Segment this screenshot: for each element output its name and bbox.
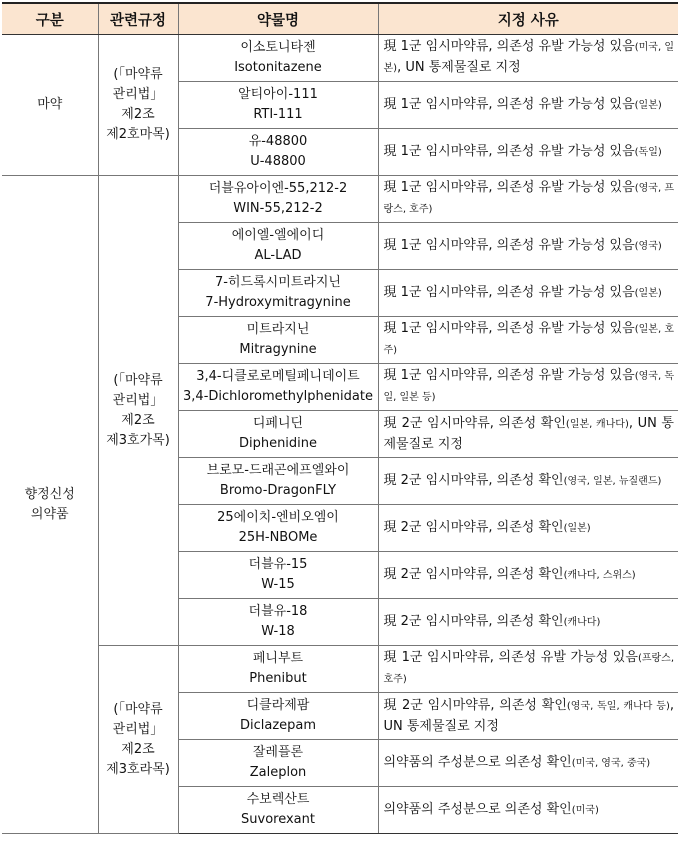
reason-countries: (미국) bbox=[571, 804, 599, 816]
regulation-line: 관리법」 bbox=[112, 392, 164, 408]
drug-name-english: W-15 bbox=[261, 577, 295, 592]
drug-name-english: Bromo-DragonFLY bbox=[219, 483, 337, 498]
drug-name-english: Suvorexant bbox=[241, 812, 315, 827]
drug-name-cell bbox=[178, 82, 378, 129]
reason-tail: , UN 통제물질로 지정 bbox=[397, 60, 521, 75]
reason-text: 現 2군 임시마약류, 의존성 확인 bbox=[383, 519, 564, 535]
drug-name-english: Isotonitazene bbox=[234, 60, 322, 75]
reason-tail: , UN 통제물질로 지정 bbox=[383, 415, 674, 452]
reason-text: 現 1군 임시마약류, 의존성 유발 가능성 있음 bbox=[383, 368, 635, 383]
reason-countries: (영국, 일본, 뉴질랜드) bbox=[563, 475, 662, 487]
reason-text: 現 2군 임시마약류, 의존성 확인 bbox=[383, 415, 566, 431]
reason-text: 現 2군 임시마약류, 의존성 확인 bbox=[383, 697, 567, 713]
drug-name-cell bbox=[178, 317, 378, 364]
regulation-line: 관리법」 bbox=[112, 87, 164, 102]
reason-cell bbox=[378, 129, 678, 176]
drug-designation-table bbox=[2, 2, 678, 834]
reason-cell bbox=[378, 270, 678, 317]
reason-text: 現 1군 임시마약류, 의존성 유발 가능성 있음 bbox=[383, 237, 635, 253]
reason-countries: (독일) bbox=[634, 146, 662, 158]
table-row bbox=[2, 176, 678, 223]
drug-name-korean: 디클라제팜 bbox=[246, 698, 310, 713]
drug-name-cell bbox=[178, 176, 378, 223]
reason-text: 現 2군 임시마약류, 의존성 확인 bbox=[383, 613, 564, 629]
category-line: 향정신성 bbox=[24, 486, 75, 502]
regulation-line: (「마약류 bbox=[113, 67, 163, 82]
drug-name-cell bbox=[178, 787, 378, 834]
drug-name-english: AL-LAD bbox=[254, 248, 302, 263]
reason-cell bbox=[378, 552, 678, 599]
reason-countries: (영국, 프랑스, 호주) bbox=[383, 183, 674, 215]
drug-name-cell bbox=[178, 411, 378, 458]
regulation-line: 관리법」 bbox=[112, 721, 164, 737]
drug-name-english: Diphenidine bbox=[238, 436, 318, 451]
table-row bbox=[2, 35, 678, 82]
reason-countries: (캐나다) bbox=[563, 616, 601, 628]
drug-name-korean: 25에이치-엔비오엠이 bbox=[217, 510, 339, 525]
reason-cell bbox=[378, 693, 678, 740]
drug-name-korean: 7-히드록시미트라지닌 bbox=[215, 275, 341, 290]
drug-name-cell bbox=[178, 35, 378, 82]
reason-cell bbox=[378, 82, 678, 129]
drug-name-english: Zaleplon bbox=[249, 765, 307, 780]
regulation-cell bbox=[98, 176, 178, 646]
reason-cell bbox=[378, 458, 678, 505]
drug-name-cell bbox=[178, 223, 378, 270]
reason-countries: (일본) bbox=[634, 287, 662, 299]
drug-name-english: U-48800 bbox=[250, 154, 306, 169]
reason-text: 現 2군 임시마약류, 의존성 확인 bbox=[383, 566, 564, 582]
reason-countries: (영국, 독일, 캐나다 등) bbox=[566, 700, 670, 712]
reason-text: 現 1군 임시마약류, 의존성 유발 가능성 있음 bbox=[383, 96, 635, 112]
reason-countries: (프랑스, 호주) bbox=[383, 653, 674, 685]
regulation-line: 제3호라목) bbox=[106, 761, 170, 777]
reason-cell bbox=[378, 364, 678, 411]
reason-text: 現 2군 임시마약류, 의존성 확인 bbox=[383, 472, 564, 488]
header-drug-name: 약물명 bbox=[178, 3, 378, 35]
regulation-line: 제2호마목) bbox=[106, 127, 170, 142]
header-reason: 지정 사유 bbox=[378, 3, 678, 35]
regulation-line: (「마약류 bbox=[113, 701, 163, 717]
reason-countries: (캐나다, 스위스) bbox=[563, 569, 636, 581]
reason-cell bbox=[378, 223, 678, 270]
drug-name-korean: 디페니딘 bbox=[252, 416, 304, 431]
drug-name-korean: 이소토니타젠 bbox=[240, 40, 316, 55]
drug-name-korean: 더블유-15 bbox=[248, 557, 308, 572]
reason-cell bbox=[378, 176, 678, 223]
reason-text: 의약품의 주성분으로 의존성 확인 bbox=[383, 754, 572, 770]
regulation-line: 제2조 bbox=[121, 412, 155, 428]
drug-name-english: 3,4-Dichloromethylphenidate bbox=[183, 389, 373, 404]
drug-name-korean: 브로모-드래곤에프엘와이 bbox=[206, 463, 350, 478]
drug-name-english: 25H-NBOMe bbox=[238, 530, 318, 545]
reason-tail: , UN 통제물질로 지정 bbox=[383, 697, 674, 734]
regulation-cell bbox=[98, 646, 178, 834]
drug-name-korean: 알티아이-111 bbox=[238, 87, 318, 102]
drug-name-english: W-18 bbox=[261, 624, 295, 639]
drug-name-korean: 에이엘-엘에이디 bbox=[231, 228, 325, 243]
reason-cell bbox=[378, 599, 678, 646]
reason-cell bbox=[378, 740, 678, 787]
drug-name-english: Mitragynine bbox=[239, 342, 317, 357]
regulation-line: 제2조 bbox=[121, 107, 155, 122]
header-row bbox=[2, 3, 678, 35]
reason-cell bbox=[378, 787, 678, 834]
reason-countries: (일본, 호주) bbox=[383, 324, 674, 356]
drug-name-cell bbox=[178, 646, 378, 693]
reason-cell bbox=[378, 317, 678, 364]
regulation-cell bbox=[98, 35, 178, 176]
table-row bbox=[2, 646, 678, 693]
category-line: 마약 bbox=[37, 97, 63, 112]
reason-cell bbox=[378, 35, 678, 82]
drug-name-korean: 잘레플론 bbox=[252, 745, 304, 760]
category-line: 의약품 bbox=[30, 506, 69, 522]
reason-text: 現 1군 임시마약류, 의존성 유발 가능성 있음 bbox=[383, 143, 635, 159]
drug-name-english: Diclazepam bbox=[239, 718, 317, 733]
drug-name-korean: 페니부트 bbox=[252, 651, 304, 666]
drug-name-cell bbox=[178, 270, 378, 317]
drug-name-cell bbox=[178, 364, 378, 411]
drug-name-cell bbox=[178, 505, 378, 552]
drug-name-korean: 미트라지닌 bbox=[246, 322, 310, 337]
reason-text: 現 1군 임시마약류, 의존성 유발 가능성 있음 bbox=[383, 39, 635, 54]
regulation-line: 제2조 bbox=[121, 741, 155, 757]
drug-name-cell bbox=[178, 458, 378, 505]
reason-countries: (미국, 영국, 중국) bbox=[571, 757, 651, 769]
reason-text: 現 1군 임시마약류, 의존성 유발 가능성 있음 bbox=[383, 180, 635, 195]
reason-countries: (일본) bbox=[634, 99, 662, 111]
reason-countries: (영국) bbox=[634, 240, 662, 252]
reason-cell bbox=[378, 646, 678, 693]
drug-name-korean: 유-48800 bbox=[248, 134, 308, 149]
drug-name-english: Phenibut bbox=[249, 671, 307, 686]
drug-name-cell bbox=[178, 740, 378, 787]
drug-name-english: RTI-111 bbox=[253, 107, 303, 122]
drug-name-english: 7-Hydroxymitragynine bbox=[205, 295, 351, 310]
drug-name-cell bbox=[178, 599, 378, 646]
drug-name-english: WIN-55,212-2 bbox=[233, 201, 323, 216]
header-regulation: 관련규정 bbox=[98, 3, 178, 35]
reason-countries: (일본, 캐나다) bbox=[565, 418, 629, 430]
drug-name-cell bbox=[178, 129, 378, 176]
drug-name-cell bbox=[178, 552, 378, 599]
reason-countries: (미국, 일본) bbox=[383, 42, 674, 74]
reason-cell bbox=[378, 505, 678, 552]
reason-cell bbox=[378, 411, 678, 458]
reason-countries: (일본) bbox=[563, 522, 591, 534]
drug-name-cell bbox=[178, 693, 378, 740]
drug-name-korean: 더블유아이엔-55,212-2 bbox=[208, 181, 348, 196]
drug-name-korean: 수보렉산트 bbox=[246, 792, 310, 807]
reason-text: 現 1군 임시마약류, 의존성 유발 가능성 있음 bbox=[383, 321, 635, 336]
regulation-line: (「마약류 bbox=[113, 372, 163, 388]
header-category: 구분 bbox=[2, 3, 98, 35]
drug-name-korean: 더블유-18 bbox=[248, 604, 308, 619]
reason-text: 現 1군 임시마약류, 의존성 유발 가능성 있음 bbox=[383, 650, 638, 665]
reason-text: 現 1군 임시마약류, 의존성 유발 가능성 있음 bbox=[383, 284, 635, 300]
category-cell-psychotropic bbox=[2, 176, 98, 834]
drug-name-korean: 3,4-디클로로메틸페니데이트 bbox=[196, 369, 360, 384]
category-cell-narcotics bbox=[2, 35, 98, 176]
regulation-line: 제3호가목) bbox=[106, 432, 170, 448]
reason-text: 의약품의 주성분으로 의존성 확인 bbox=[383, 801, 572, 817]
reason-countries: (영국, 독일, 일본 등) bbox=[383, 371, 674, 403]
